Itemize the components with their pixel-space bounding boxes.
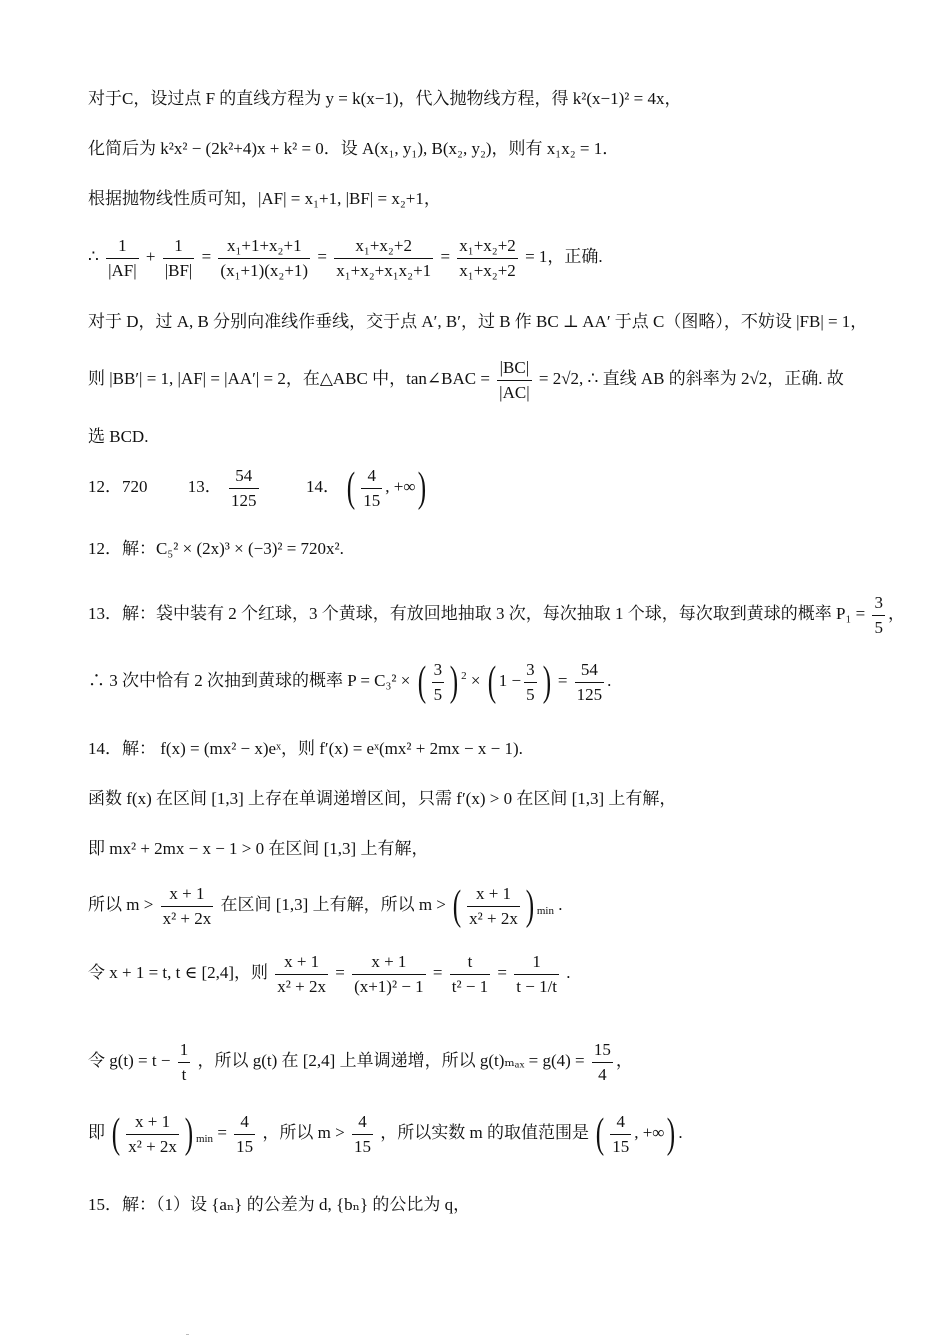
- frac-4-15: $\frac{4}{15}$: [363, 466, 381, 510]
- sol-14-line1: 14．解： f(x) = (mx² − x)eˣ，则 f′(x) = eˣ(mx² + 2mx − x − 1).: [88, 739, 523, 758]
- line-c-simplify: 化简后为 k²x² − (2k²+4)x + k² = 0．设 A(x₁, y₁), B(x₂, y₂)，则有 x₁x₂ = 1．: [88, 139, 620, 158]
- frac-sum3: $\frac{\text{x₁+x₂+2}}{\text{x₁+x₂+2}}$: [459, 236, 516, 280]
- frac-xp1b: $\frac{x + 1}{\text{x² + 2x}}$: [469, 884, 518, 928]
- sol-14-line6: 令 g(t) = t − $\frac{1}{t}$ ，所以 g(t) 在 [2,4] 上单调递增，所以 g(t)ₘₐₓ = g(4) = $\frac{15}{4}$ ，: [88, 1040, 633, 1084]
- line-d-tan: 则 |BB′| = 1, |AF| = |AA′| = 2，在△ABC 中，tan∠BAC = $\frac{|BC|}{|AC|}$ = 2√2, ∴ 直线 AB 的斜率为 2√2，正确. 故: [88, 358, 844, 402]
- frac-4-15c: $\frac{4}{15}$: [353, 1112, 371, 1156]
- frac-1-t: $\frac{1}{t}$: [179, 1040, 189, 1084]
- line-c-property: 根据抛物线性质可知，|AF| = x₁+1, |BF| = x₂+1，: [88, 189, 441, 208]
- frac-3-5: $\frac{3}{5}$: [874, 593, 883, 637]
- frac-xp1-sq: $\frac{x + 1}{\text{(x+1)² − 1}}$: [354, 952, 424, 996]
- sol-14-line2: 函数 f(x) 在区间 [1,3] 上存在单调递增区间，只需 f′(x) > 0 在区间 [1,3] 上有解，: [88, 789, 677, 808]
- frac-3-5c: $\frac{3}{5}$: [526, 660, 535, 704]
- answers-row: 12．720 13． $\frac{54}{125}$ 14． ( $\frac{4}{15}$ , +∞): [88, 465, 427, 512]
- frac-1-af: $\frac{1}{|AF|}$: [108, 236, 137, 280]
- frac-3-5b: $\frac{3}{5}$: [433, 660, 443, 704]
- frac-4-15d: $\frac{4}{15}$: [612, 1112, 630, 1156]
- frac-sum1: $\frac{\text{x₁+1+x₂+1}}{\text{(x₁+1)(x₂+1)}}$: [220, 236, 309, 280]
- frac-1-bf: $\frac{1}{|BF|}$: [164, 236, 193, 280]
- frac-bc-ac: $\frac{|BC|}{|AC|}$: [499, 358, 530, 402]
- sol-13-line1: 13．解：袋中装有 2 个红球，3 个黄球，有放回地抽取 3 次，每次抽取 1 个球，每次取到黄球的概率 P₁ = $\frac{3}{5}$ ，: [88, 593, 905, 637]
- frac-xp1d: $\frac{x + 1}{\text{x² + 2x}}$: [128, 1112, 177, 1156]
- sol-14-line5: 令 x + 1 = t, t ∈ [2,4]，则 $\frac{x + 1}{\text{x² + 2x}}$ = $\frac{x + 1}{\text{(x+1)² − 1}}$ = $\frac{t}{\text{t² − 1}}$ = $\frac{1}{t - 1/t}$ .: [88, 952, 571, 996]
- frac-sum2: $\frac{\text{x₁+x₂+2}}{\text{x₁+x₂+x₁x₂+1}}$: [336, 236, 432, 280]
- line-choose: 选 BCD.: [88, 427, 149, 446]
- frac-t: $\frac{t}{\text{t² − 1}}$: [451, 952, 489, 996]
- sol-12: 12．解：C₅² × (2x)³ × (−3)² = 720x².: [88, 539, 344, 558]
- line-c-sum: ∴ $\frac{1}{|AF|}$ + $\frac{1}{|BF|}$ = $\frac{\text{x₁+1+x₂+1}}{\text{(x₁+1)(x₂+1)}}$ = $\frac{\text{x₁+x₂+2}}{\text{x₁+x₂+x₁x₂+1}}$ = $\frac{\text{x₁+x₂+2}}{\text{x₁+x₂+2}}$ = 1，正确.: [88, 236, 603, 280]
- frac-54-125b: $\frac{54}{125}$: [576, 660, 603, 704]
- frac-xp1: $\frac{x + 1}{\text{x² + 2x}}$: [162, 884, 212, 928]
- sol-14-line7: 即 ( $\frac{x + 1}{\text{x² + 2x}}$ ) $_{min}$ = $\frac{4}{15}$ ，所以 m > $\frac{4}{15}$ ，所以实数 m 的取值范围是 ( $\frac{4}{15}$ , +∞) .: [88, 1111, 683, 1158]
- footer-mark: [186, 1334, 189, 1335]
- frac-54-125: $\frac{54}{125}$: [231, 466, 257, 510]
- sol-14-line4: 所以 m > $\frac{x + 1}{\text{x² + 2x}}$ 在区间 [1,3] 上有解，所以 m > ( $\frac{x + 1}{\text{x² + 2x}}$ ) $_{min}$ .: [88, 883, 563, 930]
- frac-1-tt: $\frac{1}{t - 1/t}$: [516, 952, 558, 996]
- sol-15-line1: 15．解：（1）设 {aₙ} 的公差为 d, {bₙ} 的公比为 q，: [88, 1195, 471, 1214]
- line-c-intro: 对于C，设过点 F 的直线方程为 y = k(x−1)，代入抛物线方程，得 k²(x−1)² = 4x，: [88, 89, 682, 108]
- frac-4-15b: $\frac{4}{15}$: [236, 1112, 254, 1156]
- sol-13-line2: ∴ 3 次中恰有 2 次抽到黄球的概率 P = C₃² × ( $\frac{3}{5}$ ) $^2$ × ( 1 − $\frac{3}{5}$ ) = $\frac{54}{125}$ .: [88, 659, 612, 706]
- frac-xp1c: $\frac{x + 1}{\text{x² + 2x}}$: [277, 952, 326, 996]
- line-d-intro: 对于 D，过 A, B 分别向准线作垂线，交于点 A′, B′，过 B 作 BC ⊥ AA′ 于点 C（图略），不妨设 |FB| = 1，: [88, 312, 868, 331]
- frac-15-4: $\frac{15}{4}$: [593, 1040, 611, 1084]
- sol-14-line3: 即 mx² + 2mx − x − 1 > 0 在区间 [1,3] 上有解，: [88, 839, 429, 858]
